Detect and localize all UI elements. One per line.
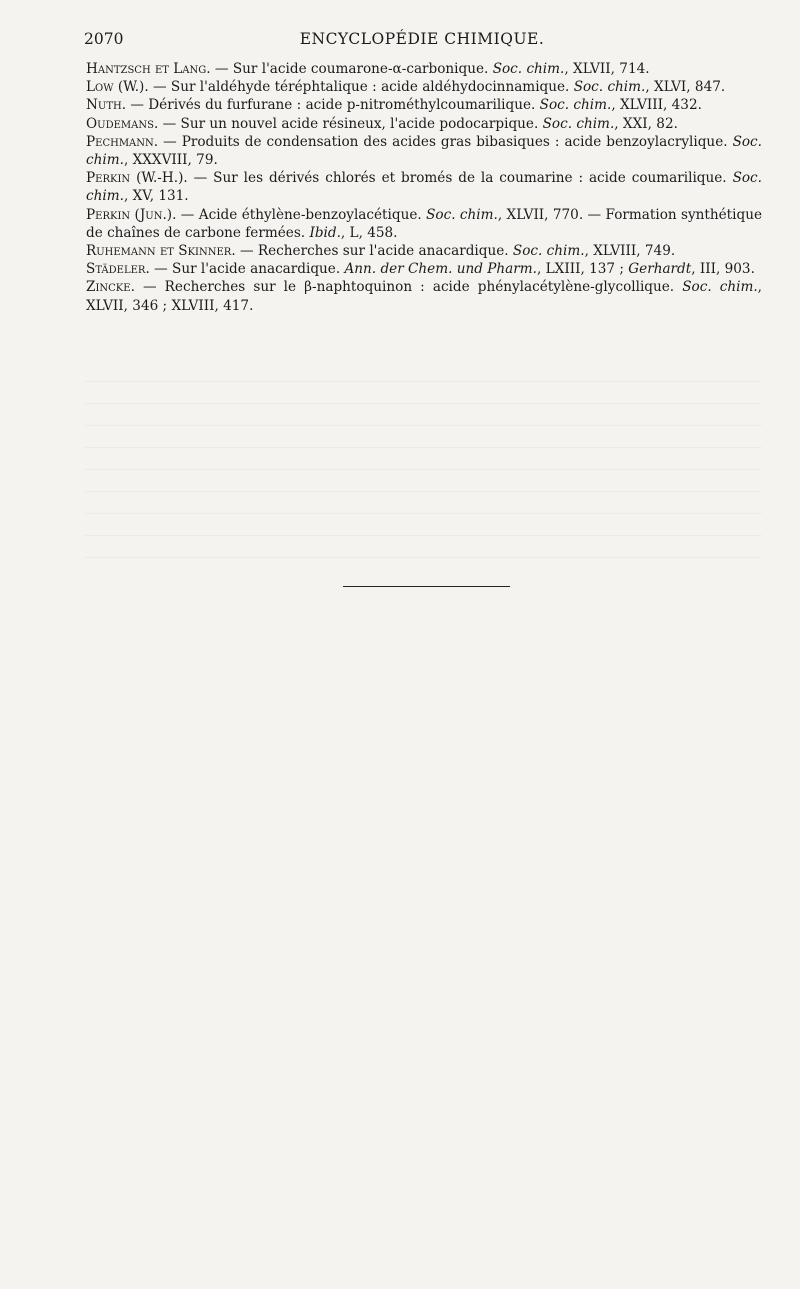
reference-journal: Soc. chim.	[426, 206, 498, 223]
reference-citation-secondary: , L, 458.	[340, 224, 398, 241]
reference-text: — Produits de condensation des acides gras bibasiques : acide benzoylacrylique.	[158, 133, 733, 150]
reference-entry	[86, 206, 762, 242]
reference-journal-secondary: Ibid.	[309, 224, 341, 241]
reference-citation: , XLVII, 346 ; XLVIII, 417.	[86, 279, 762, 314]
reference-text: — Sur l'acide anacardique.	[149, 261, 345, 278]
reference-entry	[86, 169, 762, 205]
reference-journal: Soc. chim.	[573, 79, 646, 96]
page-header	[84, 30, 760, 56]
reference-citation: , XLVII, 714.	[564, 61, 650, 77]
reference-journal: Soc. chim.	[86, 133, 762, 169]
reference-citation: , LXIII, 137 ;	[537, 261, 629, 278]
reference-journal: Ann. der Chem. und Pharm.	[344, 261, 538, 278]
section-divider	[343, 586, 510, 587]
reference-citation: , XLVIII, 432.	[611, 97, 702, 114]
reference-journal-secondary: Gerhardt	[628, 261, 692, 278]
reference-author: Hantzsch et Lang.	[86, 61, 211, 77]
reference-entry	[86, 60, 762, 78]
reference-citation: , XXXVIII, 79.	[123, 152, 218, 169]
reference-citation: , XLVI, 847.	[645, 79, 726, 96]
reference-text: — Sur l'acide coumarone-α-carbonique.	[210, 61, 493, 77]
reference-author: Städeler.	[86, 261, 150, 278]
reference-author: Zincke.	[86, 279, 135, 296]
show-through-texture	[84, 360, 762, 558]
reference-text: — Acide éthylène-benzoylacétique.	[176, 206, 427, 223]
reference-author: Pechmann.	[86, 133, 159, 150]
bibliography-list	[86, 60, 762, 315]
reference-author: Perkin (W.-H.).	[86, 170, 188, 187]
reference-entry	[86, 260, 762, 278]
reference-journal: Soc. chim.	[492, 61, 565, 77]
reference-author: Nuth.	[86, 97, 127, 114]
page-number: 2070	[84, 30, 124, 48]
reference-text: — Recherches sur l'acide anacardique.	[235, 243, 513, 260]
reference-entry	[86, 96, 762, 114]
reference-citation: , XLVII, 770. — Formation synthétique de chaînes de carbone fermées.	[86, 206, 762, 241]
reference-text: — Sur les dérivés chlorés et bromés de la coumarine : acide coumarilique.	[187, 170, 733, 187]
reference-text: — Sur l'aldéhyde téréphtalique : acide aldéhydocinnamique.	[148, 79, 574, 96]
reference-citation: , XV, 131.	[123, 188, 189, 205]
reference-entry	[86, 115, 762, 133]
reference-author: Low (W.).	[86, 79, 149, 96]
reference-author: Ruhemann et Skinner.	[86, 243, 236, 260]
running-title: ENCYCLOPÉDIE CHIMIQUE.	[299, 30, 545, 48]
reference-journal: Soc. chim.	[86, 170, 762, 205]
reference-author: Oudemans.	[86, 115, 159, 132]
reference-journal: Soc. chim.	[682, 279, 758, 296]
reference-citation-secondary: , III, 903.	[691, 261, 755, 278]
reference-journal: Soc. chim.	[512, 243, 585, 260]
reference-citation: , XLVIII, 749.	[584, 243, 676, 260]
reference-text: — Sur un nouvel acide résineux, l'acide podocarpique.	[158, 115, 543, 132]
reference-citation: , XXI, 82.	[614, 115, 678, 132]
reference-journal: Soc. chim.	[539, 97, 612, 114]
reference-journal: Soc. chim.	[542, 115, 615, 132]
reference-entry	[86, 133, 762, 169]
reference-author: Perkin (Jun.).	[86, 206, 177, 223]
reference-entry	[86, 78, 762, 96]
reference-entry	[86, 242, 762, 260]
reference-text: — Recherches sur le β-naphtoquinon : acide phénylacétylène-glycollique.	[134, 279, 683, 296]
reference-text: — Dérivés du furfurane : acide p-nitrométhylcoumarilique.	[126, 97, 540, 114]
reference-entry	[86, 278, 762, 314]
